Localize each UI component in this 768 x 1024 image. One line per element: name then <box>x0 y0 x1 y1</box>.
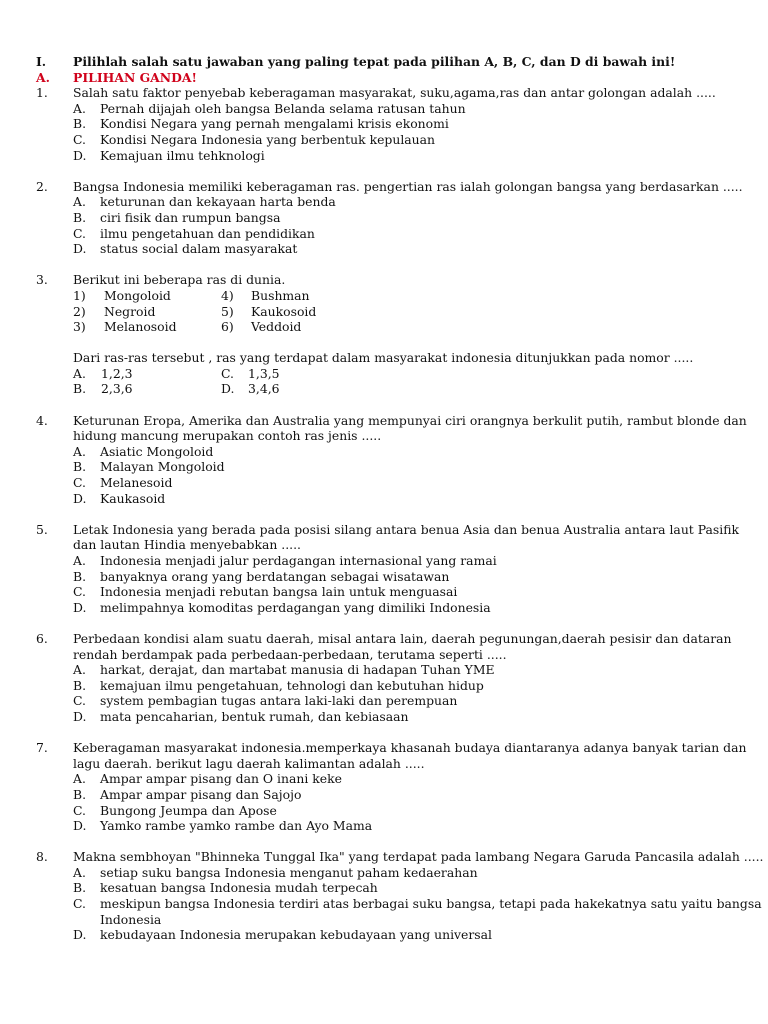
option-label: C. <box>73 802 86 818</box>
race-number: 4) <box>221 287 234 303</box>
question-2 <box>0 179 768 257</box>
question-text: Berikut ini beberapa ras di dunia. <box>73 272 286 288</box>
option <box>0 116 768 132</box>
race-list-row <box>0 288 768 304</box>
question-stem-cont <box>0 537 768 553</box>
question-stem-cont <box>0 428 768 444</box>
option <box>0 693 768 709</box>
question-number: 3. <box>36 272 48 288</box>
question-number: 5. <box>36 521 48 537</box>
option-label: A. <box>73 443 86 459</box>
question-stem-cont <box>0 647 768 663</box>
option-text: meskipun bangsa Indonesia terdiri atas berbagai suku bangsa, tetapi pada hakekatnya satu yaitu bangsa <box>100 896 762 912</box>
question-text: Keberagaman masyarakat indonesia.memperkaya khasanah budaya diantaranya adanya banyak tarian dan <box>73 740 747 756</box>
option-label: B. <box>73 677 87 693</box>
option <box>0 662 768 678</box>
option-text: mata pencaharian, bentuk rumah, dan kebiasaan <box>100 708 409 724</box>
question-stem-cont <box>0 756 768 772</box>
option-text: 2,3,6 <box>101 381 133 397</box>
option-text: Bungong Jeumpa dan Apose <box>100 802 277 818</box>
option <box>0 569 768 585</box>
option-text: Kaukasoid <box>100 490 166 506</box>
option <box>0 553 768 569</box>
section-number: I. <box>36 54 47 69</box>
answer-row <box>0 381 768 397</box>
option-text: Yamko rambe yamko rambe dan Ayo Mama <box>100 818 373 834</box>
option-label: D. <box>221 381 235 397</box>
option-label: A. <box>73 194 86 210</box>
question-7 <box>0 740 768 834</box>
option <box>0 678 768 694</box>
question-stem <box>0 849 768 865</box>
question-text: Keturunan Eropa, Amerika dan Australia yang mempunyai ciri orangnya berkulit putih, rambut blonde dan <box>73 412 747 428</box>
option-label: A. <box>73 365 86 381</box>
question-text: dan lautan Hindia menyebabkan ..... <box>73 537 301 553</box>
option-text: keturunan dan kekayaan harta benda <box>100 194 336 210</box>
race-list-row <box>0 319 768 335</box>
option <box>0 584 768 600</box>
option-label: B. <box>73 116 87 132</box>
option-label: D. <box>73 147 87 163</box>
option-label: A. <box>73 100 86 116</box>
option <box>0 444 768 460</box>
option <box>0 787 768 803</box>
question-number: 6. <box>36 630 48 646</box>
option <box>0 132 768 148</box>
option-text: Kemajuan ilmu tehknologi <box>100 147 265 163</box>
question-text: Bangsa Indonesia memiliki keberagaman ras. pengertian ras ialah golongan bangsa yang berdasarkan ..... <box>73 178 743 194</box>
question-text: hidung mancung merupakan contoh ras jenis ..... <box>73 428 382 444</box>
question-6 <box>0 631 768 725</box>
option <box>0 896 768 912</box>
option <box>0 803 768 819</box>
question-followup <box>0 350 768 366</box>
option-label: B. <box>73 381 87 397</box>
section-heading <box>0 54 768 70</box>
option <box>0 194 768 210</box>
option <box>0 818 768 834</box>
option-text: ciri fisik dan rumpun bangsa <box>100 209 281 225</box>
option-text: setiap suku bangsa Indonesia menganut paham kedaerahan <box>100 864 478 880</box>
option <box>0 148 768 164</box>
question-stem <box>0 522 768 538</box>
option-text: Ampar ampar pisang dan O inani keke <box>100 771 342 787</box>
option <box>0 865 768 881</box>
option-label: B. <box>73 459 87 475</box>
option-text: Kondisi Negara yang pernah mengalami krisis ekonomi <box>100 116 449 132</box>
question-number: 4. <box>36 412 48 428</box>
question-stem <box>0 740 768 756</box>
question-text: Perbedaan kondisi alam suatu daerah, misal antara lain, daerah pegunungan,daerah pesisir dan dataran <box>73 630 732 646</box>
option-text: 1,3,5 <box>248 365 280 381</box>
option-label: C. <box>73 896 86 912</box>
question-8 <box>0 849 768 943</box>
option-label: A. <box>73 771 86 787</box>
question-text: rendah berdampak pada perbedaan-perbedaan, terutama seperti ..... <box>73 646 507 662</box>
question-text: Dari ras-ras tersebut , ras yang terdapat dalam masyarakat indonesia ditunjukkan pada nomor ..... <box>73 350 694 366</box>
option <box>0 771 768 787</box>
option <box>0 459 768 475</box>
option-cont <box>0 912 768 928</box>
option-text: Ampar ampar pisang dan Sajojo <box>100 786 302 802</box>
option <box>0 226 768 242</box>
question-stem <box>0 85 768 101</box>
option-text: melimpahnya komoditas perdagangan yang dimiliki Indonesia <box>100 599 491 615</box>
question-3 <box>0 272 768 397</box>
option-label: D. <box>73 818 87 834</box>
option <box>0 600 768 616</box>
option-text: Indonesia menjadi rebutan bangsa lain untuk menguasai <box>100 584 458 600</box>
race-number: 3) <box>73 319 86 335</box>
option-text: banyaknya orang yang berdatangan sebagai wisatawan <box>100 568 450 584</box>
question-stem <box>0 272 768 288</box>
race-name: Melanosoid <box>104 319 177 335</box>
question-text: lagu daerah. berikut lagu daerah kalimantan adalah ..... <box>73 755 425 771</box>
race-list-row <box>0 304 768 320</box>
option <box>0 491 768 507</box>
option-text: harkat, derajat, dan martabat manusia di hadapan Tuhan YME <box>100 662 495 678</box>
question-text: Makna sembhoyan "Bhinneka Tunggal Ika" yang terdapat pada lambang Negara Garuda Pancasila adalah ..... <box>73 849 764 865</box>
section-instruction: Pilihlah salah satu jawaban yang paling tepat pada pilihan A, B, C, dan D di bawah ini! <box>73 54 676 69</box>
option-label: C. <box>73 225 86 241</box>
option <box>0 880 768 896</box>
option-label: A. <box>73 553 86 568</box>
question-text: Salah satu faktor penyebab keberagaman masyarakat, suku,agama,ras dan antar golongan adalah ..... <box>73 85 716 101</box>
option-text: Pernah dijajah oleh bangsa Belanda selama ratusan tahun <box>100 100 466 116</box>
option-text: status social dalam masyarakat <box>100 241 298 257</box>
question-number: 1. <box>36 85 48 101</box>
option-text: kebudayaan Indonesia merupakan kebudayaan yang universal <box>100 927 492 943</box>
race-name: Negroid <box>104 303 156 319</box>
question-stem <box>0 179 768 195</box>
race-number: 2) <box>73 303 86 319</box>
option-label: C. <box>73 475 86 491</box>
option-text: Indonesia menjadi jalur perdagangan internasional yang ramai <box>100 553 497 568</box>
option-label: B. <box>73 880 87 896</box>
option-label: D. <box>73 927 87 943</box>
option <box>0 475 768 491</box>
race-name: Bushman <box>251 287 310 303</box>
race-name: Mongoloid <box>104 287 171 303</box>
option-label: C. <box>73 693 86 709</box>
race-number: 5) <box>221 303 234 319</box>
race-number: 1) <box>73 287 86 303</box>
option-label: A. <box>73 662 86 678</box>
question-number: 8. <box>36 849 48 865</box>
option <box>0 927 768 943</box>
question-5 <box>0 522 768 616</box>
subsection-title: PILIHAN GANDA! <box>73 69 197 85</box>
answer-row <box>0 366 768 382</box>
option-text: system pembagian tugas antara laki-laki dan perempuan <box>100 693 458 709</box>
option-label: C. <box>73 584 86 600</box>
question-number: 7. <box>36 740 48 756</box>
race-number: 6) <box>221 319 234 335</box>
option-text: kemajuan ilmu pengetahuan, tehnologi dan kebutuhan hidup <box>100 677 484 693</box>
option-label: D. <box>73 599 87 615</box>
question-4 <box>0 413 768 507</box>
option-label: B. <box>73 568 87 584</box>
option <box>0 709 768 725</box>
option-text: kesatuan bangsa Indonesia mudah terpecah <box>100 880 378 896</box>
option-text: Malayan Mongoloid <box>100 459 225 475</box>
subsection-letter: A. <box>36 69 50 85</box>
option-text: Indonesia <box>100 911 162 927</box>
option <box>0 101 768 117</box>
option-text: 1,2,3 <box>101 365 133 381</box>
question-1 <box>0 85 768 163</box>
question-text: Letak Indonesia yang berada pada posisi silang antara benua Asia dan benua Australia antara laut Pasifik <box>73 521 739 537</box>
option-text: Asiatic Mongoloid <box>100 443 214 459</box>
option-label: C. <box>221 365 234 381</box>
option <box>0 210 768 226</box>
race-name: Kaukosoid <box>251 303 317 319</box>
option-label: B. <box>73 786 87 802</box>
option-label: D. <box>73 708 87 724</box>
option <box>0 241 768 257</box>
exam-page <box>0 54 768 943</box>
option-text: Melanesoid <box>100 475 173 491</box>
subsection-heading <box>0 70 768 86</box>
option-label: D. <box>73 241 87 257</box>
race-name: Veddoid <box>251 319 302 335</box>
option-label: B. <box>73 209 87 225</box>
option-text: Kondisi Negara Indonesia yang berbentuk kepulauan <box>100 131 436 147</box>
question-stem <box>0 631 768 647</box>
option-text: 3,4,6 <box>248 381 280 397</box>
question-stem <box>0 413 768 429</box>
option-label: D. <box>73 490 87 506</box>
option-text: ilmu pengetahuan dan pendidikan <box>100 225 315 241</box>
option-label: C. <box>73 131 86 147</box>
option-label: A. <box>73 864 86 880</box>
question-number: 2. <box>36 178 48 194</box>
